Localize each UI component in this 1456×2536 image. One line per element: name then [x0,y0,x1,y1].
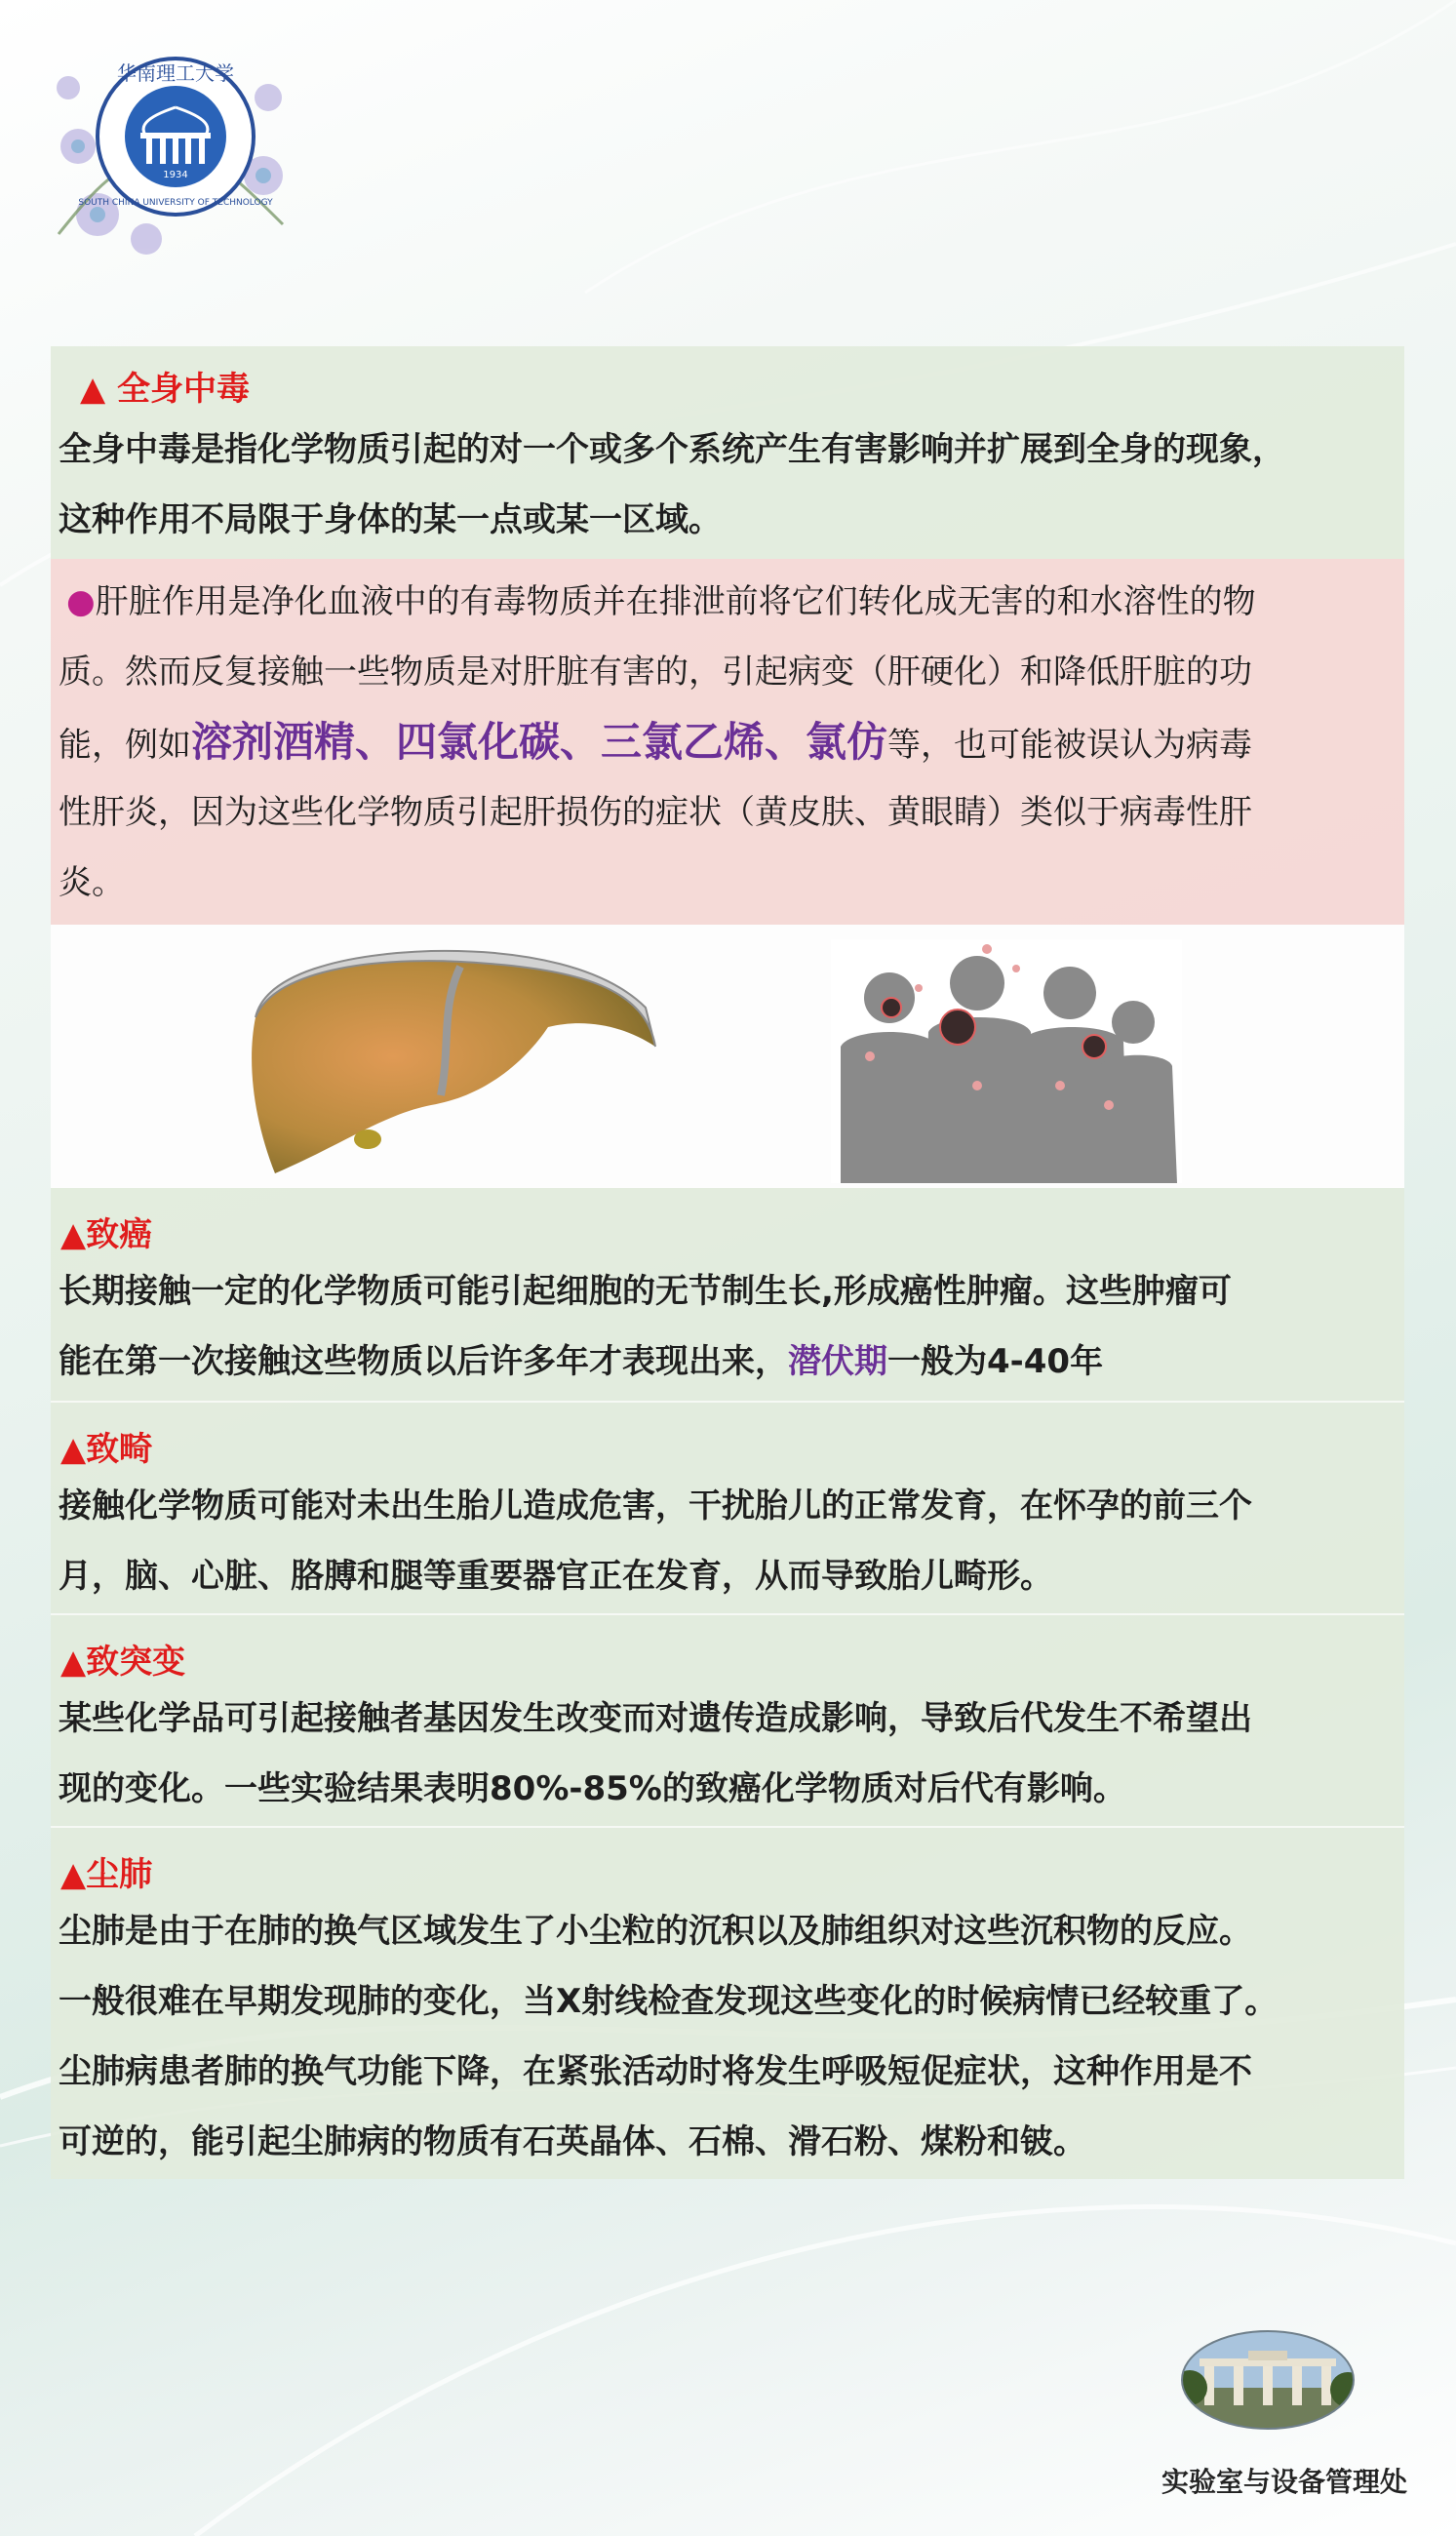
pneumoconiosis-line-1: 尘肺是由于在肺的换气区域发生了小尘粒的沉积以及肺组织对这些沉积物的反应。 [59,1912,1252,1951]
logo-name-en: SOUTH CHINA UNIVERSITY OF TECHNOLOGY [78,198,273,208]
university-logo [39,29,312,263]
liver-line-5: 炎。 [59,863,125,902]
carcinogen-heading: ▲致癌 [60,1215,153,1254]
people-silhouette-frame [831,939,1182,1183]
mutagen-line-1: 某些化学品可引起接触者基因发生改变而对遗传造成影响，导致后代发生不希望出 [59,1699,1252,1738]
carcinogen-line-1: 长期接触一定的化学物质可能引起细胞的无节制生长,形成癌性肿瘤。这些肿瘤可 [59,1272,1232,1311]
pneumoconiosis-line-3: 尘肺病患者肺的换气功能下降，在紧张活动时将发生呼吸短促症状，这种作用是不 [59,2052,1252,2091]
liver-line-3-post: 等，也可能被误认为病毒 [887,726,1253,765]
teratogen-heading: ▲致畸 [60,1430,153,1469]
systemic-line-2: 这种作用不局限于身体的某一点或某一区域。 [59,500,722,539]
liver-line-1-text: 肝脏作用是净化血液中的有毒物质并在排泄前将它们转化成无害的和水溶性的物 [95,582,1256,621]
carcinogen-line-2-pre: 能在第一次接触这些物质以后许多年才表现出来， [59,1342,788,1381]
teratogen-line-2: 月，脑、心脏、胳膊和腿等重要器官正在发育，从而导致胎儿畸形。 [59,1557,1053,1596]
logo-name-cn: 华南理工大学 [117,61,234,85]
liver-line-3-pre: 能，例如 [59,726,191,765]
latency-emphasis: 潜伏期 [788,1342,887,1381]
pneumoconiosis-line-2: 一般很难在早期发现肺的变化，当X射线检查发现这些变化的时候病情已经较重了。 [59,1982,1279,2021]
campus-gate-photo [1180,2329,1356,2431]
systemic-line-1: 全身中毒是指化学物质引起的对一个或多个系统产生有害影响并扩展到全身的现象， [59,430,1285,469]
logo-year: 1934 [163,170,188,180]
liver-line-1 [59,567,1404,637]
department-name: 实验室与设备管理处 [1161,2466,1407,2498]
liver-section [51,559,1404,925]
bullet-icon: ● [66,582,96,621]
liver-line-2: 质。然而反复接触一些物质是对肝脏有害的，引起病变（肝硬化）和降低肝脏的功 [59,653,1252,692]
teratogen-line-1: 接触化学物质可能对未出生胎儿造成危害，干扰胎儿的正常发育，在怀孕的前三个 [59,1486,1252,1526]
liver-line-3 [51,707,1404,780]
liver-illustration [236,949,665,1183]
mutagen-heading: ▲致突变 [60,1643,186,1682]
systemic-poisoning-section [51,346,1404,559]
people-silhouette-illustration [831,939,1182,1183]
carcinogen-line-2 [51,1327,1404,1397]
carcinogen-line-2-post: 一般为4-40年 [887,1342,1104,1381]
pneumoconiosis-section [51,1826,1404,2179]
liver-line-4: 性肝炎，因为这些化学物质引起肝损伤的症状（黄皮肤、黄眼睛）类似于病毒性肝 [59,793,1252,832]
pneumoconiosis-line-4: 可逆的，能引起尘肺病的物质有石英晶体、石棉、滑石粉、煤粉和铍。 [59,2122,1086,2161]
pneumoconiosis-heading: ▲尘肺 [60,1855,153,1894]
solvent-list-emphasis: 溶剂酒精、四氯化碳、三氯乙烯、氯仿 [191,718,888,766]
carcinogen-section [51,1188,1404,1401]
systemic-heading: ▲ 全身中毒 [80,370,250,409]
mutagen-section [51,1613,1404,1826]
mutagen-line-2: 现的变化。一些实验结果表明80%-85%的致癌化学物质对后代有影响。 [59,1769,1126,1808]
teratogen-section [51,1401,1404,1613]
illustration-section [51,925,1404,1188]
